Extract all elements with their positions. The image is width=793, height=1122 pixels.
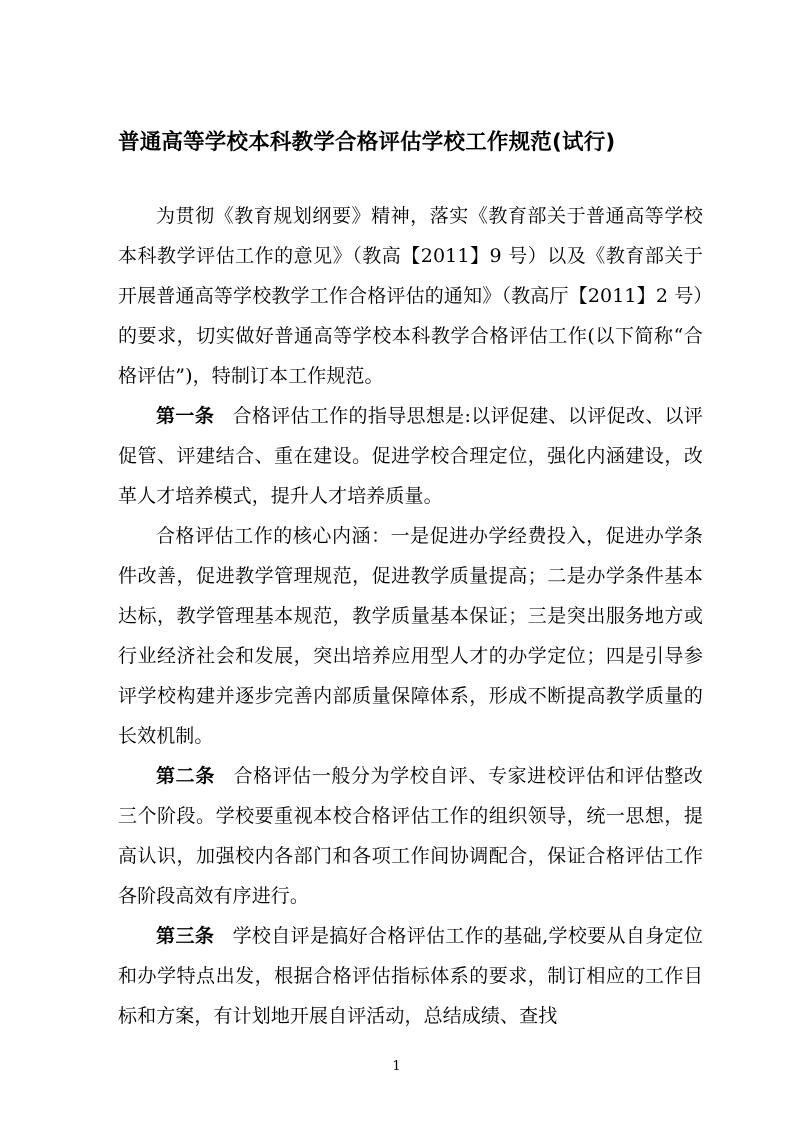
article-label: 第一条 [156, 405, 215, 428]
paragraph-article-3 [118, 916, 703, 1036]
article-label: 第二条 [156, 765, 216, 788]
page-title: 普通高等学校本科教学合格评估学校工作规范(试行) [118, 130, 616, 155]
paragraph-article-1-core [118, 516, 703, 756]
paragraph-text: 合格评估一般分为学校自评、专家进校评估和评估整改三个阶段。学校要重视本校合格评估工作的组织领导，统一思想，提高认识，加强校内各部门和各项工作间协调配合，保证合格评估工作各阶段高效有序进行。 [118, 765, 703, 908]
paragraph-text: 学校自评是搞好合格评估工作的基础,学校要从自身定位和办学特点出发，根据合格评估指标体系的要求，制订相应的工作目标和方案，有计划地开展自评活动，总结成绩、查找 [118, 925, 703, 1028]
paragraph-article-2 [118, 756, 703, 916]
paragraph-article-1 [118, 396, 703, 516]
paragraph-text: 合格评估工作的核心内涵：一是促进办学经费投入，促进办学条件改善，促进教学管理规范，促进教学质量提高；二是办学条件基本达标，教学管理基本规范，教学质量基本保证；三是突出服务地方或行业经济社会和发展，突出培养应用型人才的办学定位；四是引导参评学校构建并逐步完善内部质量保障体系，形成不断提高教学质量的长效机制。 [118, 525, 703, 748]
page-number: 1 [392, 1059, 401, 1074]
article-label: 第三条 [156, 925, 215, 948]
paragraph-preamble [118, 196, 703, 396]
paragraph-text: 合格评估工作的指导思想是:以评促建、以评促改、以评促管、评建结合、重在建设。促进学校合理定位，强化内涵建设，改革人才培养模式，提升人才培养质量。 [118, 405, 703, 508]
paragraph-text: 为贯彻《教育规划纲要》精神，落实《教育部关于普通高等学校本科教学评估工作的意见》（教高【2011】9 号）以及《教育部关于开展普通高等学校教学工作合格评估的通知》（教高厅【2011】2 号）的要求，切实做好普通高等学校本科教学合格评估工作(以下简称“合格评估”)，特制订本工作规范。 [118, 205, 703, 388]
